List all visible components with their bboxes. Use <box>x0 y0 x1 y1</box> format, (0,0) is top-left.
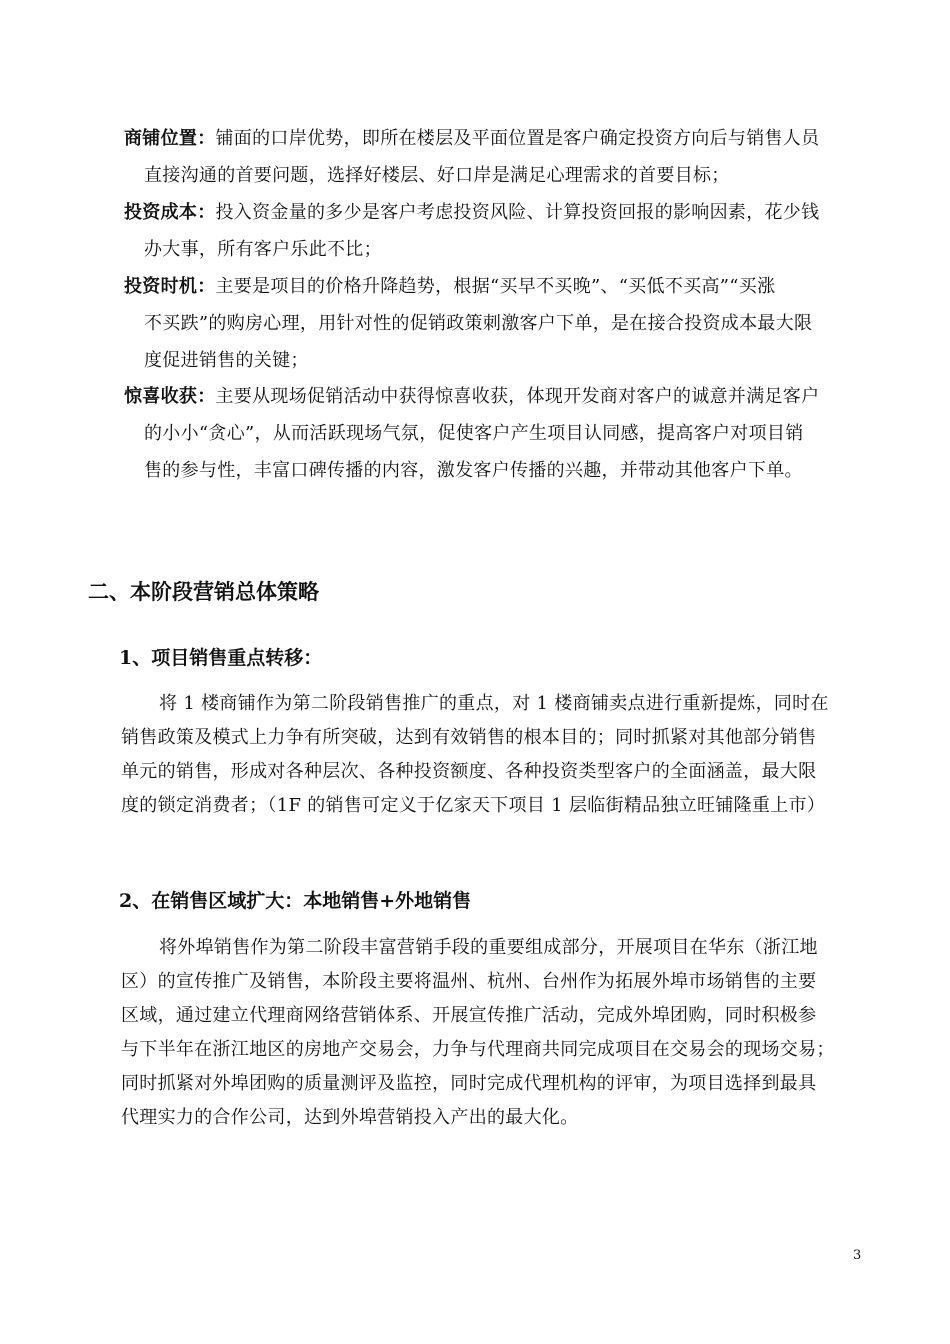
paragraph-line: 度的锁定消费者；（1F 的销售可定义于亿家天下项目 1 层临街精品独立旺铺隆重上市） <box>121 795 826 816</box>
factor-line: 度促进销售的关键； <box>144 350 309 371</box>
factor-investment-timing <box>124 268 864 379</box>
factor-term: 投资成本： <box>124 202 216 223</box>
factor-line <box>124 194 864 231</box>
factor-term: 投资时机： <box>124 276 216 297</box>
paragraph-line: 区域，通过建立代理商网络营销体系、开展宣传推广活动，完成外埠团购，同时积极参 <box>121 1005 817 1026</box>
factor-line: 售的参与性，丰富口碑传播的内容，激发客户传播的兴趣，并带动其他客户下单。 <box>144 460 803 481</box>
paragraph-line: 单元的销售，形成对各种层次、各种投资额度、各种投资类型客户的全面涵盖，最大限 <box>121 761 817 782</box>
factor-shop-location <box>124 120 864 194</box>
factor-text: 主要是项目的价格升降趋势，根据“买早不买晚”、“买低不买高”“买涨 <box>215 276 776 297</box>
factor-term: 商铺位置： <box>124 128 216 149</box>
factor-text: 主要从现场促销活动中获得惊喜收获，体现开发商对客户的诚意并满足客户 <box>215 386 820 407</box>
factor-text: 投入资金量的多少是客户考虑投资风险、计算投资回报的影响因素，花少钱 <box>215 202 820 223</box>
paragraph-line: 销售政策及模式上力争有所突破，达到有效销售的根本目的；同时抓紧对其他部分销售 <box>121 727 817 748</box>
paragraph-line: 将外埠销售作为第二阶段丰富营销手段的重要组成部分，开展项目在华东（浙江地 <box>159 937 818 958</box>
paragraph-line: 将 1 楼商铺作为第二阶段销售推广的重点，对 1 楼商铺卖点进行重新提炼，同时在 <box>159 693 829 714</box>
factor-line <box>124 120 864 157</box>
factor-term: 惊喜收获： <box>124 386 216 407</box>
factor-line: 的小小“贪心”，从而活跃现场气氛，促使客户产生项目认同感，提高客户对项目销 <box>144 423 804 444</box>
factor-investment-cost <box>124 194 864 268</box>
page-number: 3 <box>853 1248 862 1263</box>
paragraph-line: 与下半年在浙江地区的房地产交易会，力争与代理商共同完成项目在交易会的现场交易； <box>121 1039 835 1060</box>
factor-surprise-gain <box>124 378 864 489</box>
factor-line: 直接沟通的首要问题，选择好楼层、好口岸是满足心理需求的首要目标； <box>144 165 730 186</box>
factor-text: 铺面的口岸优势，即所在楼层及平面位置是客户确定投资方向后与销售人员 <box>215 128 820 149</box>
subsection-heading-2: 2、在销售区域扩大：本地销售+外地销售 <box>119 890 472 912</box>
subsection-paragraph-1 <box>121 687 881 823</box>
factor-line <box>124 378 864 415</box>
factor-line: 办大事，所有客户乐此不比； <box>144 239 382 260</box>
paragraph-line: 同时抓紧对外埠团购的质量测评及监控，同时完成代理机构的评审，为项目选择到最具 <box>121 1073 817 1094</box>
section-heading: 二、本阶段营销总体策略 <box>88 579 319 604</box>
factor-line <box>124 268 864 305</box>
subsection-paragraph-2 <box>121 931 881 1135</box>
paragraph-line: 区）的宣传推广及销售，本阶段主要将温州、杭州、台州作为拓展外埠市场销售的主要 <box>121 971 817 992</box>
subsection-heading-1: 1、项目销售重点转移： <box>119 647 323 669</box>
factor-line: 不买跌”的购房心理，用针对性的促销政策刺激客户下单，是在接合投资成本最大限 <box>144 313 813 334</box>
paragraph-line: 代理实力的合作公司，达到外埠营销投入产出的最大化。 <box>121 1107 579 1128</box>
